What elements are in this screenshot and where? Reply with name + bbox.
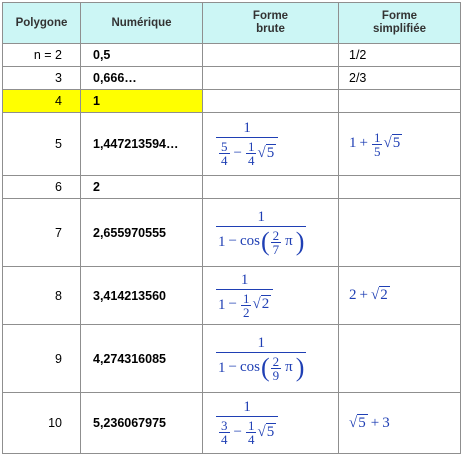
table-row [3,325,461,393]
header-forme-simplifiee [339,3,461,44]
table-row [3,67,461,90]
numeric-cell: 2 [81,176,203,199]
header-row [3,3,461,44]
formula-brute-8: 1 1 − $\frac{1}{2}$ √2 [215,287,274,303]
numeric-cell: 4,274316085 [81,325,203,393]
polygon-n-cell: 4 [3,90,81,113]
simplified-cell [339,325,461,393]
header-polygone: Polygone [3,3,81,44]
table-row [3,393,461,454]
simplified-cell [339,176,461,199]
formula-simplified-10: √5 + 3 [349,414,390,431]
brute-cell [203,199,339,267]
polygon-n-cell: 6 [3,176,81,199]
brute-cell [203,267,339,325]
numeric-cell: 0,5 [81,44,203,67]
header-forme-simplifiee-line1: Forme [381,10,418,22]
polygon-n-cell: 9 [3,325,81,393]
simplified-cell [339,199,461,267]
numeric-cell: 0,666… [81,67,203,90]
header-numerique: Numérique [81,3,203,44]
header-forme-brute [203,3,339,44]
simplified-cell [339,90,461,113]
formula-simplified-8: 2 + √2 [349,287,388,303]
numeric-cell: 1 [81,90,203,113]
brute-cell [203,393,339,454]
table-row [3,44,461,67]
polygon-n-cell: n = 2 [3,44,81,67]
numeric-cell: 2,655970555 [81,199,203,267]
polygon-n-cell: 8 [3,267,81,325]
simplified-cell: 1/2 [339,44,461,67]
table-row [3,113,461,176]
table-row [3,199,461,267]
simplified-cell [339,393,461,454]
simplified-cell: 2/3 [339,67,461,90]
brute-cell [203,44,339,67]
header-forme-simplifiee-line2: simplifiée [372,23,427,35]
simplified-cell [339,267,461,325]
brute-cell [203,90,339,113]
polygon-n-cell: 3 [3,67,81,90]
header-forme-brute-line2: brute [256,23,285,35]
table-row [3,267,461,325]
polygon-n-cell: 5 [3,113,81,176]
formula-simplified-5: 1 + $\frac{1}{5}$ √5 [349,129,401,159]
numeric-cell: 3,414213560 [81,267,203,325]
polygon-n-cell: 7 [3,199,81,267]
numeric-cell: 5,236067975 [81,393,203,454]
formula-brute-5: 1 $\frac{5}{4}$ − $\frac{1}{4}$ √5 [215,135,279,151]
numeric-cell: 1,447213594… [81,113,203,176]
polygon-table [2,2,461,454]
table-row [3,90,461,113]
formula-brute-9: 1 1 − cos( $\frac{2}{9}$ π ) [218,334,305,383]
brute-cell [203,176,339,199]
formula-brute-7: 1 1 − cos( $\frac{2}{7}$ π ) [218,208,305,257]
simplified-cell [339,113,461,176]
header-forme-brute-line1: Forme [252,10,289,22]
polygon-n-cell: 10 [3,393,81,454]
table-row [3,176,461,199]
brute-cell [203,113,339,176]
brute-cell [203,67,339,90]
formula-brute-10: 1 $\frac{3}{4}$ − $\frac{1}{4}$ √5 [215,414,279,430]
brute-cell [203,325,339,393]
